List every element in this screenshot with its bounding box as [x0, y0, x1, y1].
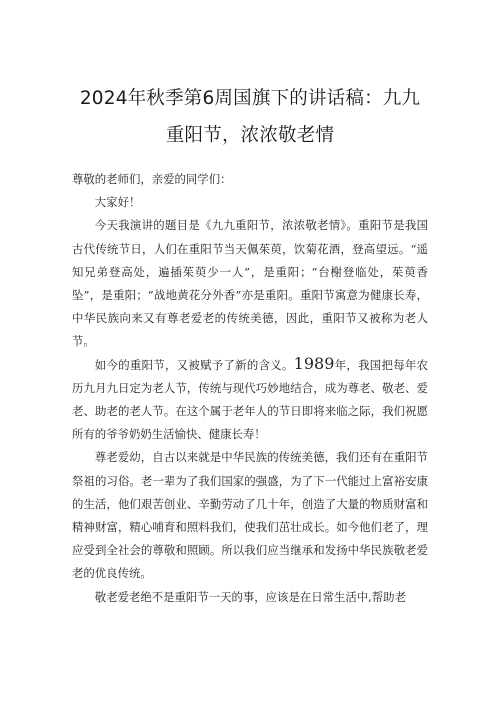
paragraph-2-part-2: 年，我国把每年农历九月九日定为老人节，传统与现代巧妙地结合，成为尊老、敬老、爱老、助老的老人节。在这个属于老年人的节日即将来临之际，我们祝愿所有的爷爷奶奶生活愉快、健康长寿！: [72, 357, 428, 442]
paragraph-3: 尊老爱幼，自古以来就是中华民族的传统美德，我们还有在重阳节祭祖的习俗。老一辈为了我们国家的强盛，为了下一代能过上富裕安康的生活，他们艰苦创业、辛勤劳动了几十年，创造了大量的物质财富和精神财富，精心哺育和照料我们，使我们茁壮成长。如今他们老了，理应受到全社会的尊敬和照顾。所以我们应当继承和发扬中华民族敬老爱老的优良传统。: [72, 450, 428, 581]
year-1989: 1989: [293, 353, 335, 373]
opening-greeting: 大家好！: [94, 195, 141, 210]
title-line-2: 重阳节，浓浓敬老情: [165, 125, 335, 146]
paragraph-2: [72, 354, 428, 447]
paragraph-2-part-1: 如今的重阳节，又被赋予了新的含义。: [94, 357, 294, 372]
salutation: 尊敬的老师们，亲爱的同学们：: [72, 172, 232, 186]
paragraph-1: 今天我演讲的题目是《九九重阳节，浓浓敬老情》。重阳节是我国古代传统节日，人们在重阳节当天佩茱萸，饮菊花酒，登高望远。“遥知兄弟登高处，遍插茱萸少一人”，是重阳；“台榭登临处，茱萸香坠”，是重阳；“战地黄花分外香”亦是重阳。重阳节寓意为健康长寿，中华民族向来又有尊老爱老的传统美德，因此，重阳节又被称为老人节。: [72, 218, 428, 349]
speech-body: [72, 168, 428, 609]
paragraph-4: 敬老爱老绝不是重阳节一天的事，应该是在日常生活中,帮助老: [94, 589, 406, 604]
title-line-1: 2024年秋季第6周国旗下的讲话稿：九九: [79, 88, 421, 109]
